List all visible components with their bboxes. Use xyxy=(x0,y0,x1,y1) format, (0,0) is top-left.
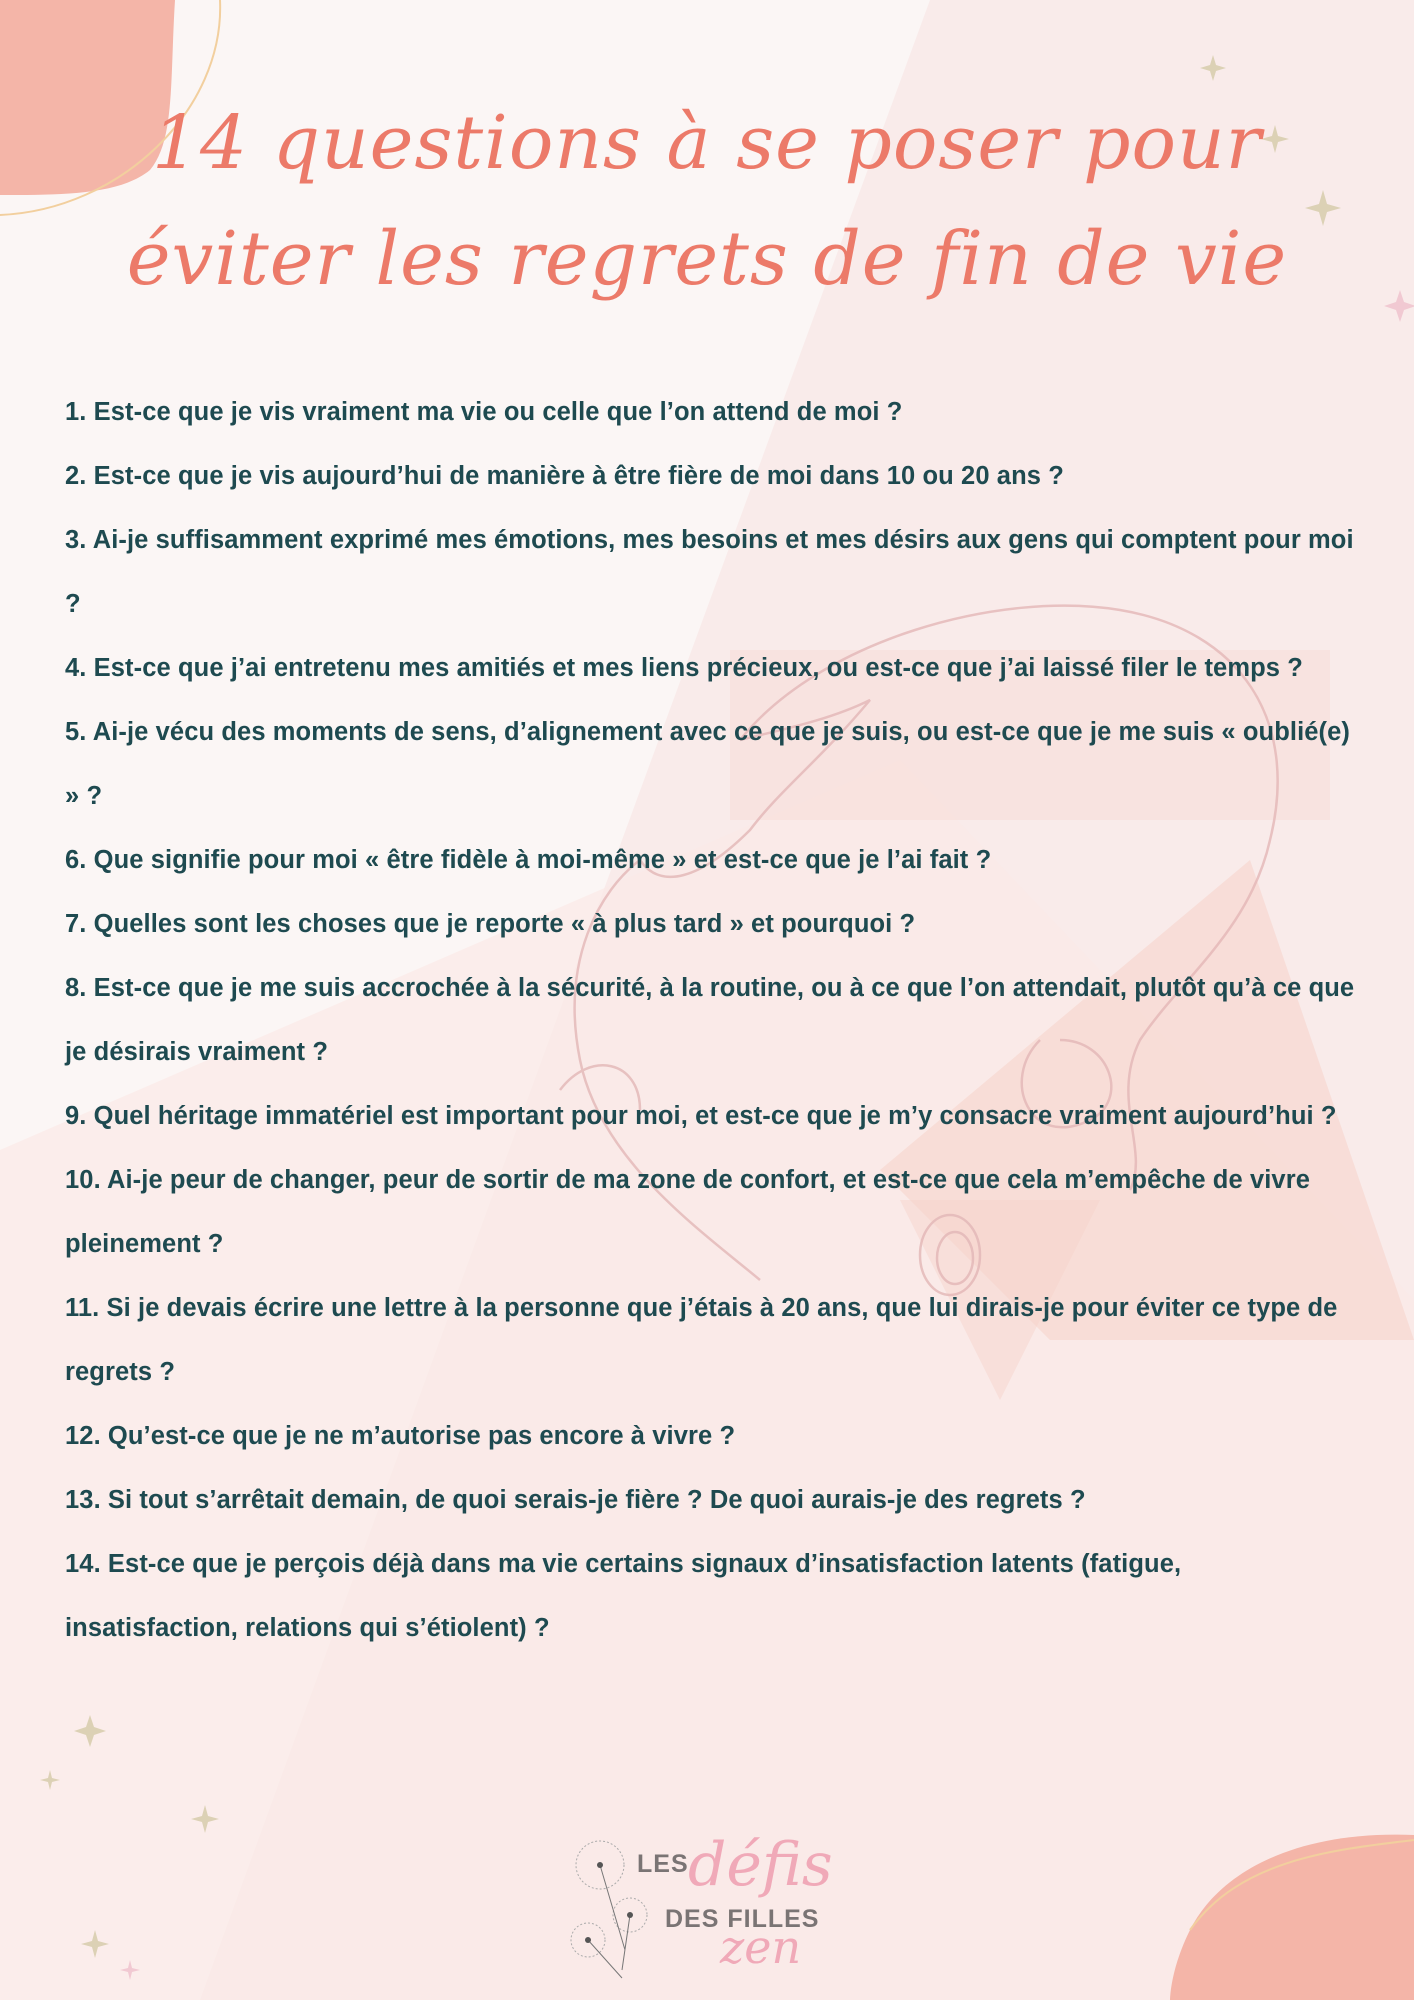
logo-des-filles: DES FILLES xyxy=(665,1905,820,1933)
question-item: 10. Ai-je peur de changer, peur de sortir de ma zone de confort, et est-ce que cela m’empêche de vivre pleinement ? xyxy=(65,1166,1310,1258)
question-item: 13. Si tout s’arrêtait demain, de quoi serais-je fière ? De quoi aurais-je des regrets ? xyxy=(65,1486,1086,1514)
question-item: 7. Quelles sont les choses que je reporte « à plus tard » et pourquoi ? xyxy=(65,910,916,938)
title-line-1: 14 questions à se poser pour xyxy=(151,100,1263,186)
question-item: 3. Ai-je suffisamment exprimé mes émotions, mes besoins et mes désirs aux gens qui comptent pour moi ? xyxy=(65,526,1354,618)
question-item: 4. Est-ce que j’ai entretenu mes amitiés et mes liens précieux, ou est-ce que j’ai laissé filer le temps ? xyxy=(65,654,1303,682)
logo-zen: zen xyxy=(720,1920,802,1974)
questions-list xyxy=(65,380,1355,1660)
logo-defis: défis xyxy=(688,1830,833,1900)
question-item: 2. Est-ce que je vis aujourd’hui de manière à être fière de moi dans 10 ou 20 ans ? xyxy=(65,462,1064,490)
question-item: 11. Si je devais écrire une lettre à la personne que j’étais à 20 ans, que lui dirais-je pour éviter ce type de regrets ? xyxy=(65,1294,1338,1386)
title-line-2: éviter les regrets de fin de vie xyxy=(126,216,1288,302)
question-item: 14. Est-ce que je perçois déjà dans ma vie certains signaux d’insatisfaction latents (fatigue, insatisfaction, relations qui s’étiolent) ? xyxy=(65,1550,1182,1642)
question-item: 6. Que signifie pour moi « être fidèle à moi-même » et est-ce que je l’ai fait ? xyxy=(65,846,992,874)
question-item: 5. Ai-je vécu des moments de sens, d’alignement avec ce que je suis, ou est-ce que je me suis « oublié(e) » ? xyxy=(65,718,1351,810)
brand-logo xyxy=(570,1820,860,1990)
question-item: 12. Qu’est-ce que je ne m’autorise pas encore à vivre ? xyxy=(65,1422,736,1450)
question-item: 8. Est-ce que je me suis accrochée à la sécurité, à la routine, ou à ce que l’on attendait, plutôt qu’à ce que je désirais vraiment ? xyxy=(65,974,1355,1066)
question-item: 9. Quel héritage immatériel est important pour moi, et est-ce que je m’y consacre vraiment aujourd’hui ? xyxy=(65,1102,1337,1130)
question-item: 1. Est-ce que je vis vraiment ma vie ou celle que l’on attend de moi ? xyxy=(65,398,903,426)
page-title xyxy=(0,85,1414,317)
logo-les: LES xyxy=(637,1850,689,1878)
